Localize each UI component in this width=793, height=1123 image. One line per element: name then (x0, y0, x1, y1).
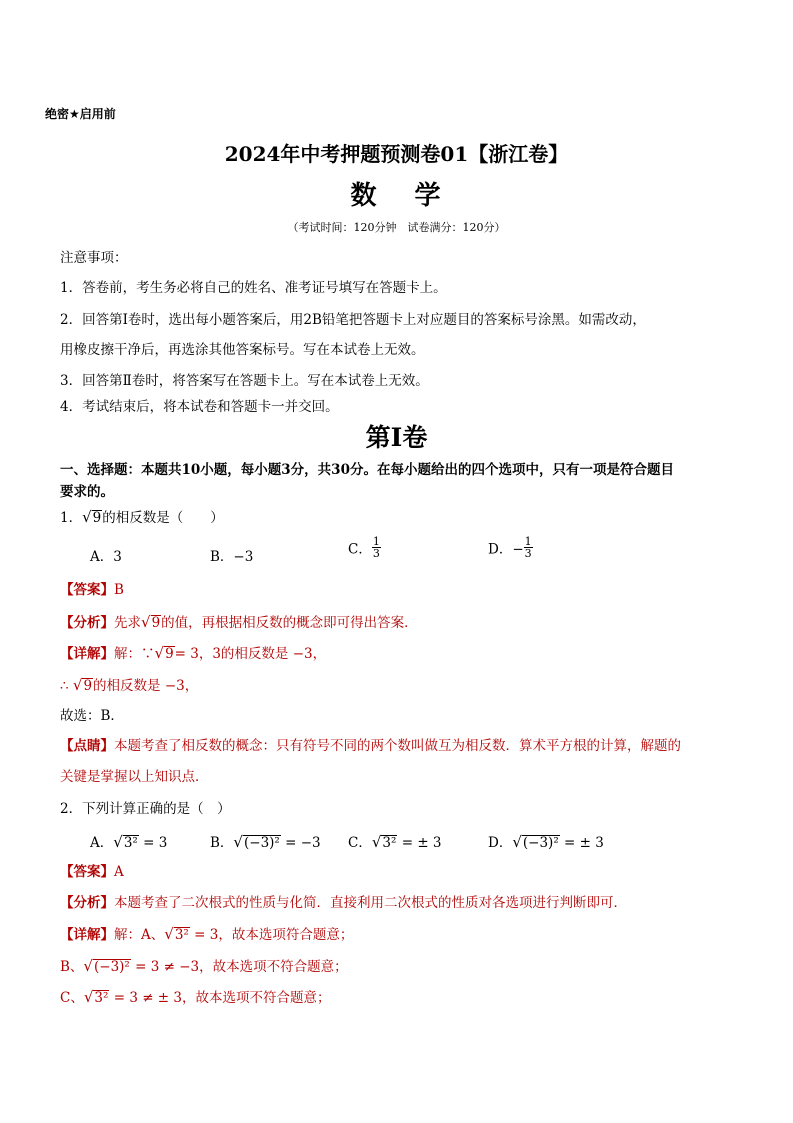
q1-option-b: B．−3 (210, 549, 254, 565)
notes-heading: 注意事项： (60, 250, 128, 266)
q1-answer (60, 580, 124, 600)
note-item-3: 3．回答第Ⅱ卷时，将答案写在答题卡上。写在本试卷上无效。 (60, 373, 429, 389)
answer-tag: 【答案】 (60, 582, 114, 598)
q2-answer: 【答案】A (60, 864, 124, 880)
note-item-1: 1．答卷前，考生务必将自己的姓名、准考证号填写在答题卡上。 (60, 280, 447, 296)
section-intro-line2: 要求的。 (60, 484, 114, 500)
q2-detail-a: 【详解】解：A、√3² = 3，故本选项符合题意； (60, 925, 354, 943)
q1-therefore: ∴ √9的相反数是 −3， (60, 676, 199, 694)
q1-comment-line1: 【点睛】本题考查了相反数的概念：只有符号不同的两个数叫做互为相反数．算术平方根的计算，解题的 (60, 738, 681, 754)
q2-option-c: C．√3² = ± 3 (348, 833, 442, 851)
confidential-label: 绝密★启用前 (45, 107, 116, 121)
subject-char-2: 学 (414, 181, 443, 211)
q1-choose: 故选：B． (60, 708, 124, 724)
note-item-2: 2．回答第Ⅰ卷时，选出每小题答案后，用2B铅笔把答题卡上对应题目的答案标号涂黑。如需改动， (60, 312, 646, 328)
q1-radicand: 9 (92, 510, 102, 526)
q2-detail-b: B、√(−3)² = 3 ≠ −3，故本选项不符合题意； (60, 957, 348, 975)
section-title: 第Ⅰ卷 (365, 423, 428, 452)
subject-char-1: 数 (350, 181, 379, 211)
q1-option-d-label: D．− (488, 541, 524, 558)
q1-option-a: A．3 (90, 549, 122, 565)
q2-answer-value: A (114, 864, 124, 880)
note-item-2-cont: 用橡皮擦干净后，再选涂其他答案标号。写在本试卷上无效。 (60, 342, 425, 358)
subject-title (0, 175, 793, 212)
q1-option-d (488, 536, 533, 559)
q2-option-a: A．√3² = 3 (90, 833, 168, 851)
section-intro-line1: 一、选择题：本题共10小题，每小题3分，共30分。在每小题给出的四个选项中，只有一项是符合题目 (60, 462, 674, 478)
q2-stem: 2．下列计算正确的是（ ） (60, 801, 231, 817)
q2-detail-c: C、√3² = 3 ≠ ± 3，故本选项不符合题意； (60, 988, 331, 1006)
exam-info: （考试时间：120分钟 试卷满分：120分） (287, 221, 506, 234)
note-item-4: 4．考试结束后，将本试卷和答题卡一并交回。 (60, 399, 339, 415)
q1-stem: 1．√9的相反数是（ ） (60, 508, 224, 526)
q1-option-c (348, 536, 381, 559)
q2-option-b: B．√(−3)² = −3 (210, 833, 321, 851)
q1-answer-value: B (114, 582, 124, 598)
q1-number: 1． (60, 510, 83, 526)
comment-tag: 【点睛】 (60, 738, 114, 754)
q1-comment-line2: 关键是掌握以上知识点． (60, 769, 209, 785)
detail-tag: 【详解】 (60, 646, 114, 662)
q1-option-c-label: C． (348, 541, 372, 558)
q1-detail: 【详解】解：∵√9= 3，3的相反数是 −3， (60, 644, 327, 662)
q1-option-c-fraction: $\frac{1}{3}$ (372, 535, 380, 560)
analysis-tag: 【分析】 (60, 615, 114, 631)
q2-analysis: 【分析】本题考查了二次根式的性质与化简．直接利用二次根式的性质对各选项进行判断即可． (60, 895, 627, 911)
q1-stem-suffix: 的相反数是（ ） (102, 510, 224, 526)
q1-analysis: 【分析】先求√9的值，再根据相反数的概念即可得出答案． (60, 613, 418, 631)
q2-option-d: D．√(−3)² = ± 3 (488, 833, 604, 851)
exam-title: 2024年中考押题预测卷01【浙江卷】 (224, 142, 569, 166)
q1-option-d-fraction: $\frac{1}{3}$ (524, 535, 532, 560)
